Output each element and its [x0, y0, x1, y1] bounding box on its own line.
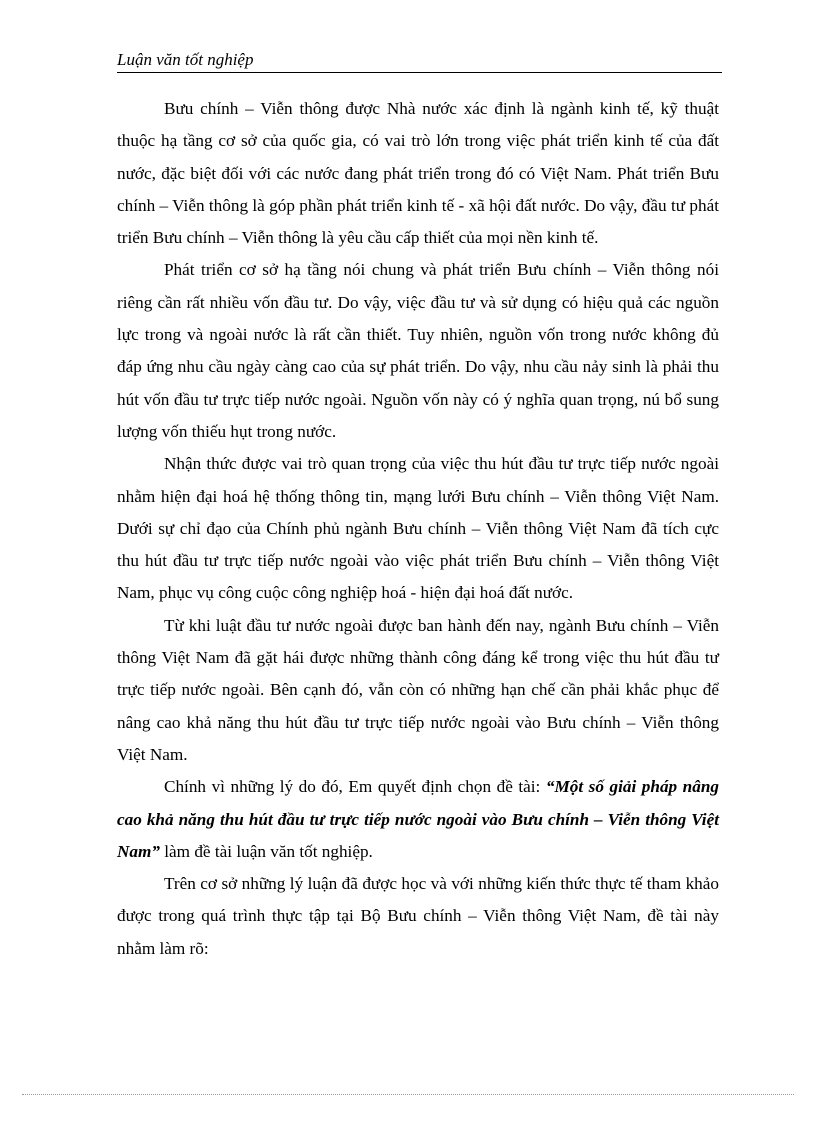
- paragraph-4: Từ khi luật đầu tư nước ngoài được ban hành đến nay, ngành Bưu chính – Viễn thông Việt Nam đã gặt hái được những thành công đáng kể trong việc thu hút đầu tư trực tiếp nước ngoài. Bên cạnh đó, vẫn còn có những hạn chế cần phải khắc phục để nâng cao khả năng thu hút đầu tư trực tiếp nước ngoài vào Bưu chính – Viễn thông Việt Nam.: [117, 615, 719, 764]
- paragraph-5-prefix: Chính vì những lý do đó, Em quyết định chọn đề tài:: [164, 777, 546, 797]
- paragraph-1: Bưu chính – Viễn thông được Nhà nước xác định là ngành kinh tế, kỹ thuật thuộc hạ tầng cơ sở của quốc gia, có vai trò lớn trong việc phát triển kinh tế của đất nước, đặc biệt đối với các nước đang phát triển trong đó có Việt Nam. Phát triển Bưu chính – Viễn thông là góp phần phát triển kinh tế - xã hội đất nước. Do vậy, đầu tư phát triển Bưu chính – Viễn thông là yêu cầu cấp thiết của mọi nền kinh tế.: [117, 99, 719, 248]
- paragraph-5: [117, 771, 719, 868]
- paragraph-2: Phát triển cơ sở hạ tầng nói chung và phát triển Bưu chính – Viễn thông nói riêng cần rất nhiều vốn đầu tư. Do vậy, việc đầu tư và sử dụng có hiệu quả các nguồn lực trong và ngoài nước là rất cần thiết. Tuy nhiên, nguồn vốn trong nước không đủ đáp ứng nhu cầu ngày càng cao của sự phát triển. Do vậy, nhu cầu nảy sinh là phải thu hút vốn đầu tư trực tiếp nước ngoài. Nguồn vốn này có ý nghĩa quan trọng, nú bổ sung lượng vốn thiếu hụt trong nước.: [117, 260, 719, 441]
- page-bottom-border: [22, 1094, 794, 1095]
- paragraph-3: Nhận thức được vai trò quan trọng của việc thu hút đầu tư trực tiếp nước ngoài nhằm hiện đại hoá hệ thống thông tin, mạng lưới Bưu chính – Viễn thông Việt Nam. Dưới sự chỉ đạo của Chính phủ ngành Bưu chính – Viễn thông Việt Nam đã tích cực thu hút đầu tư trực tiếp nước ngoài vào việc phát triển Bưu chính – Viễn thông Việt Nam, phục vụ công cuộc công nghiệp hoá - hiện đại hoá đất nước.: [117, 454, 719, 603]
- document-body: [117, 93, 719, 965]
- paragraph-5-suffix: làm đề tài luận văn tốt nghiệp.: [159, 841, 373, 861]
- header-title: Luận văn tốt nghiệp: [117, 50, 254, 69]
- thesis-topic-title: “Một số giải pháp nâng cao khả năng thu hút đầu tư trực tiếp nước ngoài vào Bưu chính – Viễn thông Việt Nam”: [117, 777, 719, 861]
- paragraph-6: Trên cơ sở những lý luận đã được học và với những kiến thức thực tế tham khảo được trong quá trình thực tập tại Bộ Bưu chính – Viễn thông Việt Nam, đề tài này nhằm làm rõ:: [117, 874, 719, 958]
- page-header: [117, 48, 722, 73]
